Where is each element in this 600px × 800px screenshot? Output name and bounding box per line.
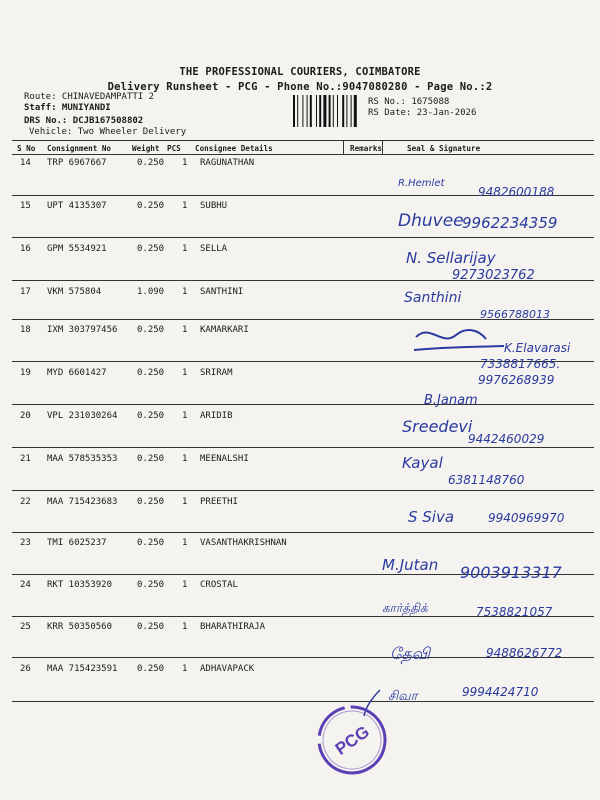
signature-phone: 9962234359: [462, 214, 558, 232]
row-consignment: VPL 231030264: [47, 411, 118, 421]
route-info: Route: CHINAVEDAMPATTI 2: [24, 92, 155, 102]
table-row: [0, 664, 600, 706]
row-divider: [12, 447, 594, 448]
rs-date: RS Date: 23-Jan-2026: [368, 108, 477, 118]
rs-number: RS No.: 1675088: [368, 97, 450, 107]
remarks-divider: [343, 140, 344, 155]
row-consignment: MYD 6601427: [47, 368, 107, 378]
company-title: THE PROFESSIONAL COURIERS, COIMBATORE: [179, 66, 421, 78]
signature-name: Kayal: [402, 454, 443, 472]
row-weight: 0.250: [137, 454, 165, 464]
row-sno: 22: [20, 497, 31, 507]
row-consignee: SELLA: [200, 244, 228, 254]
signature-name: M.Jutan: [382, 556, 439, 574]
seal-divider: [382, 140, 383, 155]
row-divider: [12, 280, 594, 281]
row-consignee: SUBHU: [200, 201, 228, 211]
signature-name: Sreedevi: [402, 417, 473, 436]
signature-phone: 6381148760: [448, 473, 525, 487]
signature-name: Santhini: [404, 290, 462, 306]
row-consignee: ARIDIB: [200, 411, 233, 421]
row-pcs: 1: [182, 244, 188, 254]
row-sno: 23: [20, 538, 31, 548]
row-consignment: MAA 578535353: [47, 454, 118, 464]
col-consignment: Consignment No: [47, 144, 112, 153]
row-consignee: CROSTAL: [200, 580, 238, 590]
row-sno: 17: [20, 287, 31, 297]
signature-phone: 9994424710: [462, 685, 539, 699]
row-consignee: VASANTHAKRISHNAN: [200, 538, 287, 548]
row-divider: [12, 195, 594, 196]
row-sno: 24: [20, 580, 31, 590]
signature-name: Dhuvee: [398, 211, 464, 231]
row-weight: 0.250: [137, 497, 165, 507]
signature-phone: 9482600188: [478, 185, 555, 199]
signature-phone: 9488626772: [486, 646, 563, 660]
barcode-image: [292, 95, 364, 127]
row-divider: [12, 574, 594, 575]
row-sno: 25: [20, 622, 31, 632]
row-consignment: UPT 4135307: [47, 201, 107, 211]
col-remarks: Remarks: [350, 144, 383, 153]
signature-phone: 9442460029: [468, 432, 545, 446]
signature-name: கார்த்திக்: [382, 601, 428, 615]
row-sno: 26: [20, 664, 31, 674]
row-consignee: KAMARKARI: [200, 325, 249, 335]
table-header-border: [12, 154, 594, 155]
signature-phone: 9003913317: [460, 563, 562, 582]
row-sno: 18: [20, 325, 31, 335]
row-weight: 0.250: [137, 368, 165, 378]
signature-name: B.Janam: [424, 393, 478, 408]
row-consignment: TMI 6025237: [47, 538, 107, 548]
row-pcs: 1: [182, 580, 188, 590]
signature-phone: 9940969970: [488, 511, 565, 525]
row-sno: 16: [20, 244, 31, 254]
row-divider: [12, 361, 594, 362]
staff-info: Staff: MUNIYANDI: [24, 103, 111, 113]
row-consignee: RAGUNATHAN: [200, 158, 255, 168]
signature-name: S Siva: [408, 508, 455, 526]
row-divider: [12, 237, 594, 238]
row-consignee: ADHAVAPACK: [200, 664, 255, 674]
signature-name: சிவா: [388, 689, 418, 704]
row-consignee: MEENALSHI: [200, 454, 249, 464]
row-pcs: 1: [182, 325, 188, 335]
row-weight: 0.250: [137, 325, 165, 335]
pcg-stamp: [306, 694, 398, 786]
row-pcs: 1: [182, 201, 188, 211]
row-consignment: KRR 50350560: [47, 622, 113, 632]
row-divider: [12, 657, 594, 658]
row-pcs: 1: [182, 287, 188, 297]
runsheet-title: Delivery Runsheet - PCG - Phone No.:9047080280 - Page No.:2: [107, 81, 493, 93]
row-consignment: IXM 303797456: [47, 325, 118, 335]
row-weight: 0.250: [137, 622, 165, 632]
row-pcs: 1: [182, 664, 188, 674]
drs-info: DRS No.: DCJB167508802: [24, 116, 144, 126]
row-divider: [12, 701, 594, 702]
row-divider: [12, 404, 594, 405]
signature-phone: 7538821057: [476, 605, 553, 619]
row-pcs: 1: [182, 497, 188, 507]
row-divider: [12, 490, 594, 491]
signature-name: R.Hemlet: [398, 178, 445, 189]
col-sno: S No: [17, 144, 36, 153]
row-weight: 0.250: [137, 158, 165, 168]
stamp-text: PCG: [331, 722, 373, 759]
signature-name: தேவி: [390, 644, 430, 663]
row-weight: 0.250: [137, 538, 165, 548]
col-consignee: Consignee Details: [195, 144, 273, 153]
col-weight: Weight: [132, 144, 160, 153]
row-sno: 15: [20, 201, 31, 211]
row-pcs: 1: [182, 411, 188, 421]
row-pcs: 1: [182, 454, 188, 464]
row-weight: 0.250: [137, 244, 165, 254]
row-divider: [12, 532, 594, 533]
row-pcs: 1: [182, 622, 188, 632]
row-consignee: SANTHINI: [200, 287, 244, 297]
row-consignment: TRP 6967667: [47, 158, 107, 168]
signature-name: K.Elavarasi: [504, 341, 571, 355]
row-sno: 20: [20, 411, 31, 421]
signature-phone: 9976268939: [478, 373, 555, 387]
row-weight: 0.250: [137, 664, 165, 674]
row-pcs: 1: [182, 158, 188, 168]
row-weight: 0.250: [137, 580, 165, 590]
row-weight: 1.090: [137, 287, 165, 297]
row-weight: 0.250: [137, 411, 165, 421]
vehicle-info: Vehicle: Two Wheeler Delivery: [29, 127, 187, 137]
signature-phone: 7338817665.: [480, 357, 561, 371]
table-row: [0, 287, 600, 329]
row-sno: 14: [20, 158, 31, 168]
row-consignee: PREETHI: [200, 497, 238, 507]
row-divider: [12, 319, 594, 320]
signature-phone: 9566788013: [480, 308, 550, 321]
row-consignment: RKT 10353920: [47, 580, 113, 590]
row-sno: 19: [20, 368, 31, 378]
row-sno: 21: [20, 454, 31, 464]
row-consignee: SRIRAM: [200, 368, 233, 378]
row-consignment: MAA 715423683: [47, 497, 118, 507]
table-top-border: [12, 140, 594, 141]
row-weight: 0.250: [137, 201, 165, 211]
row-consignment: VKM 575804: [47, 287, 102, 297]
col-seal-signature: Seal & Signature: [407, 144, 481, 153]
signature-name: N. Sellarijay: [406, 249, 496, 267]
row-consignment: MAA 715423591: [47, 664, 118, 674]
row-consignee: BHARATHIRAJA: [200, 622, 266, 632]
table-row: [0, 158, 600, 200]
row-consignment: GPM 5534921: [47, 244, 107, 254]
row-pcs: 1: [182, 368, 188, 378]
row-pcs: 1: [182, 538, 188, 548]
signature-phone: 9273023762: [452, 268, 535, 283]
col-pcs: PCS: [167, 144, 181, 153]
row-divider: [12, 616, 594, 617]
